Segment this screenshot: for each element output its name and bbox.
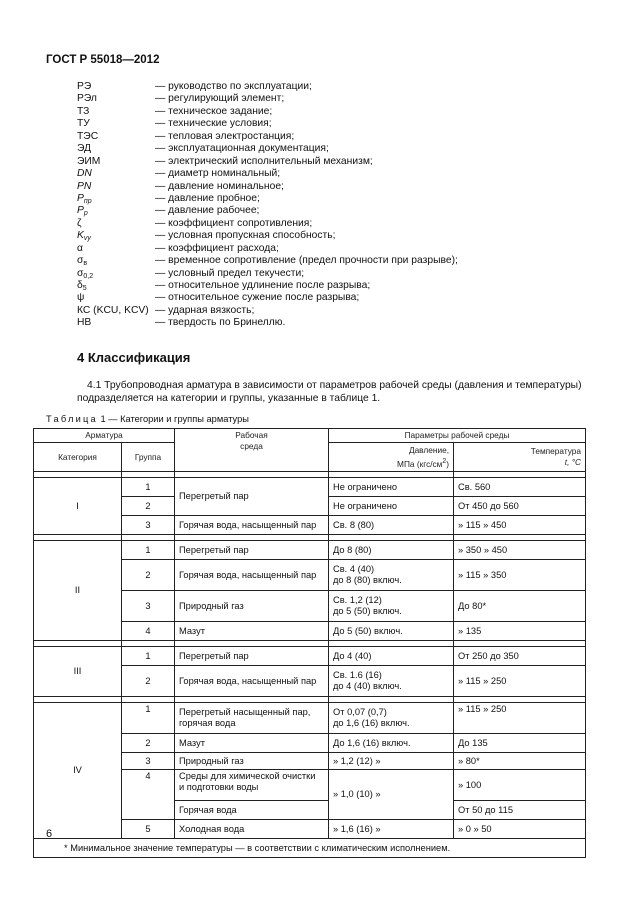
pressure-cell: Св. 8 (80) [329,516,454,535]
section-title: 4 Классификация [77,350,191,365]
abbreviation-term: $\delta_5$ [77,280,87,292]
medium-cell: Горячая вода, насыщенный пар [175,516,329,535]
abbreviation-definition: — условная пропускная способность; [155,230,336,242]
medium-cell: Перегретый пар [175,478,329,516]
abbreviation-term: $P_{пр}$ [77,192,92,205]
group-cell: 3 [122,591,175,622]
temperature-cell: » 115 » 250 [454,666,586,697]
pressure-cell: Св. 1,2 (12) до 5 (50) включ. [329,591,454,622]
temperature-cell: » 115 » 450 [454,516,586,535]
temperature-cell: От 450 до 560 [454,497,586,516]
header-pressure: Давление, МПа $(кгс/см^2)$ [329,443,454,472]
document-header: ГОСТ Р 55018—2012 [46,54,160,66]
abbreviation-term: $\sigma_в$ [77,255,88,268]
abbreviation-term: α [77,242,83,254]
abbreviation-definition: — ударная вязкость; [155,304,255,316]
abbreviation-definition: — руководство по эксплуатации; [155,81,312,92]
abbreviation-term: ЭД [77,143,92,155]
category-cell: IV [34,703,122,839]
medium-cell: Природный газ [175,753,329,770]
temperature-cell: » 350 » 450 [454,541,586,560]
header-group: Группа [122,443,175,472]
pressure-cell: » 1,2 (12) » [329,753,454,770]
abbreviation-definition: — эксплуатационная документация; [155,143,329,155]
abbreviation-term: ЭИМ [77,155,101,167]
group-cell: 1 [122,647,175,666]
pressure-cell: Не ограничено [329,497,454,516]
group-cell: 5 [122,820,175,839]
abbreviation-term: КС (KCU, KCV) [77,304,149,316]
group-cell: 1 [122,478,175,497]
medium-cell: Перегретый насыщенный пар, горячая вода [175,703,329,734]
header-temperature: Температура t, °С [454,443,586,472]
abbreviation-term: ТУ [77,118,90,130]
abbreviation-term: НВ [77,317,92,329]
medium-cell: Горячая вода [175,801,329,820]
group-cell: 2 [122,666,175,697]
category-cell: II [34,541,122,641]
abbreviation-definition: — относительное сужение после разрыва; [155,292,360,304]
header-armatura: Арматура [34,429,175,443]
temperature-cell: До 80* [454,591,586,622]
paragraph-line-1: 4.1 Трубопроводная арматура в зависимости от параметров рабочей среды (давления и температуры) [87,380,582,391]
temperature-cell: » 135 [454,622,586,641]
group-cell: 4 [122,770,175,820]
abbreviation-definition: — тепловая электростанция; [155,130,295,142]
abbreviation-term: $K_{vy}$ [77,230,91,243]
medium-cell: Перегретый пар [175,541,329,560]
pressure-cell: До 4 (40) [329,647,454,666]
temperature-cell: До 135 [454,734,586,753]
group-cell: 1 [122,703,175,734]
pressure-cell: До 1,6 (16) включ. [329,734,454,753]
abbreviation-definition: — техническое задание; [155,105,273,117]
medium-cell: Горячая вода, насыщенный пар [175,666,329,697]
abbreviation-term: РЭл [77,93,97,105]
abbreviation-definition: — условный предел текучести; [155,267,305,279]
category-cell: I [34,478,122,535]
abbreviation-term: ζ [77,217,82,229]
group-cell: 2 [122,734,175,753]
temperature-cell: От 250 до 350 [454,647,586,666]
classification-table [33,428,586,858]
pressure-cell: Не ограничено [329,478,454,497]
paragraph-line-2: подразделяется на категории и группы, указанные в таблице 1. [77,393,381,404]
temperature-cell: » 115 » 350 [454,560,586,591]
abbreviation-term: $\sigma_{0,2}$ [77,267,94,280]
abbreviation-term: DN [77,168,92,180]
pressure-cell: От 0,07 (0,7) до 1,6 (16) включ. [329,703,454,734]
abbreviation-term: ψ [77,292,85,304]
header-working-medium: Рабочая среда [175,429,329,472]
group-cell: 2 [122,497,175,516]
abbreviation-definition: — давление номинальное; [155,180,284,192]
temperature-cell: Св. 560 [454,478,586,497]
abbreviation-definition: — относительное удлинение после разрыва; [155,280,371,291]
medium-cell: Природный газ [175,591,329,622]
medium-cell: Мазут [175,734,329,753]
temperature-cell: От 50 до 115 [454,801,586,820]
group-cell: 3 [122,516,175,535]
temperature-cell: » 115 » 250 [454,703,586,734]
pressure-cell: Св. 1.6 (16) до 4 (40) включ. [329,666,454,697]
group-cell: 1 [122,541,175,560]
medium-cell: Перегретый пар [175,647,329,666]
group-cell: 2 [122,560,175,591]
abbreviation-definition: — временное сопротивление (предел прочности при разрыве); [155,255,458,267]
abbreviation-definition: — электрический исполнительный механизм; [155,155,373,167]
abbreviation-term: РЭ [77,81,92,92]
medium-cell: Холодная вода [175,820,329,839]
pressure-cell: До 8 (80) [329,541,454,560]
abbreviation-term: ТЗ [77,105,90,117]
medium-cell: Мазут [175,622,329,641]
abbreviation-definition: — коэффициент расхода; [155,242,279,254]
page-number: 6 [46,828,53,840]
header-category: Категория [34,443,122,472]
abbreviation-definition: — диаметр номинальный; [155,168,281,180]
temperature-cell: » 0 » 50 [454,820,586,839]
medium-cell: Среды для химической очистки и подготовки воды [175,770,329,801]
category-cell: III [34,647,122,697]
temperature-cell: » 100 [454,770,586,801]
abbreviation-definition: — коэффициент сопротивления; [155,217,313,229]
abbreviation-definition: — давление пробное; [155,192,260,204]
abbreviation-term: $P_р$ [77,205,88,218]
group-cell: 3 [122,753,175,770]
abbreviation-term: PN [77,180,92,192]
pressure-cell: » 1,6 (16) » [329,820,454,839]
group-cell: 4 [122,622,175,641]
abbreviation-definition: — твердость по Бринеллю. [155,317,286,329]
abbreviation-definition: — регулирующий элемент; [155,93,285,105]
table-footnote: * Минимальное значение температуры — в соответствии с климатическим исполнением. [34,839,586,858]
medium-cell: Горячая вода, насыщенный пар [175,560,329,591]
table-caption: Таблица 1 — Категории и группы арматуры [46,414,249,424]
header-params: Параметры рабочей среды [329,429,586,443]
abbreviation-definition: — технические условия; [155,118,272,130]
temperature-cell: » 80* [454,753,586,770]
abbreviation-definition: — давление рабочее; [155,205,260,217]
pressure-cell: » 1,0 (10) » [329,770,454,820]
pressure-cell: До 5 (50) включ. [329,622,454,641]
pressure-cell: Св. 4 (40) до 8 (80) включ. [329,560,454,591]
abbreviation-term: ТЭС [77,130,99,142]
